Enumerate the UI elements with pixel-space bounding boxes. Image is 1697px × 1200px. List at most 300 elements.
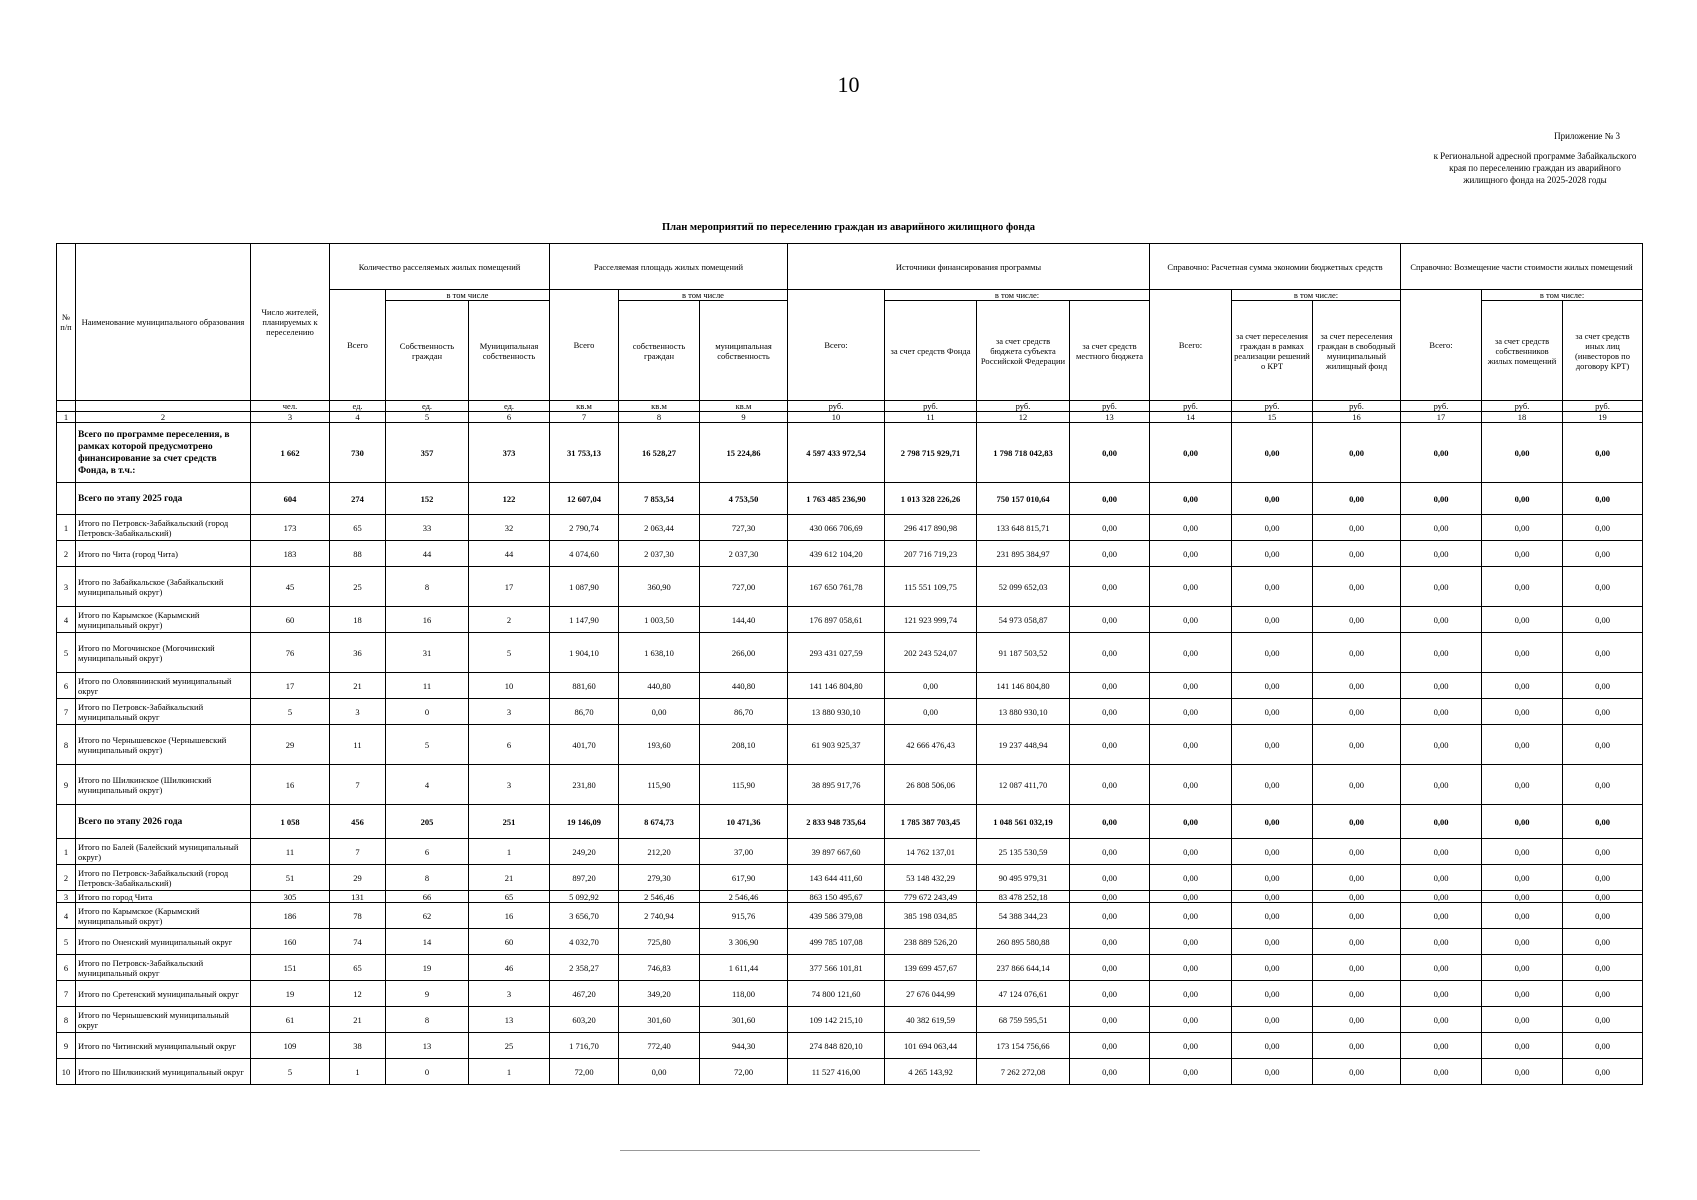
value-cell: 274 848 820,10 bbox=[788, 1033, 885, 1059]
appendix-line: жилищного фонда на 2025-2028 годы bbox=[1463, 175, 1607, 185]
value-cell: 1 785 387 703,45 bbox=[885, 805, 977, 839]
value-cell: 88 bbox=[330, 541, 386, 567]
column-number: 8 bbox=[619, 412, 700, 423]
header-including: в том числе: bbox=[1482, 290, 1643, 301]
value-cell: 0,00 bbox=[1563, 725, 1643, 765]
value-cell: 0 bbox=[386, 699, 469, 725]
value-cell: 0,00 bbox=[1482, 955, 1563, 981]
value-cell: 40 382 619,59 bbox=[885, 1007, 977, 1033]
unit-cell: руб. bbox=[977, 401, 1070, 412]
value-cell: 11 bbox=[330, 725, 386, 765]
municipality-name: Итого по Чернышевский муниципальный округ bbox=[76, 1007, 251, 1033]
value-cell: 1 798 718 042,83 bbox=[977, 423, 1070, 483]
value-cell: 60 bbox=[251, 607, 330, 633]
value-cell: 3 306,90 bbox=[700, 929, 788, 955]
value-cell: 727,00 bbox=[700, 567, 788, 607]
value-cell: 385 198 034,85 bbox=[885, 903, 977, 929]
value-cell: 72,00 bbox=[700, 1059, 788, 1085]
value-cell: 0,00 bbox=[619, 699, 700, 725]
value-cell: 0,00 bbox=[1150, 955, 1232, 981]
value-cell: 39 897 667,60 bbox=[788, 839, 885, 865]
value-cell: 0,00 bbox=[1482, 483, 1563, 515]
value-cell: 19 bbox=[251, 981, 330, 1007]
value-cell: 0,00 bbox=[1313, 955, 1401, 981]
value-cell: 8 bbox=[386, 865, 469, 891]
municipality-name: Итого по город Чита bbox=[76, 891, 251, 903]
value-cell: 13 bbox=[386, 1033, 469, 1059]
column-number: 4 bbox=[330, 412, 386, 423]
municipality-name: Итого по Читинский муниципальный округ bbox=[76, 1033, 251, 1059]
value-cell: 0,00 bbox=[1150, 805, 1232, 839]
value-cell: 7 262 272,08 bbox=[977, 1059, 1070, 1085]
unit-cell: руб. bbox=[1150, 401, 1232, 412]
value-cell: 0,00 bbox=[1150, 567, 1232, 607]
unit-cell: чел. bbox=[251, 401, 330, 412]
value-cell: 0,00 bbox=[1070, 955, 1150, 981]
value-cell: 0,00 bbox=[1401, 567, 1482, 607]
municipality-name: Итого по Балей (Балейский муниципальный округ) bbox=[76, 839, 251, 865]
unit-cell: руб. bbox=[1482, 401, 1563, 412]
value-cell: 0,00 bbox=[1482, 1059, 1563, 1085]
value-cell: 54 388 344,23 bbox=[977, 903, 1070, 929]
value-cell: 305 bbox=[251, 891, 330, 903]
value-cell: 231 895 384,97 bbox=[977, 541, 1070, 567]
column-number: 10 bbox=[788, 412, 885, 423]
value-cell: 440,80 bbox=[700, 673, 788, 699]
value-cell: 8 bbox=[386, 1007, 469, 1033]
row-number bbox=[57, 423, 76, 483]
resettlement-plan-table bbox=[56, 243, 1643, 1085]
value-cell: 0,00 bbox=[1313, 981, 1401, 1007]
value-cell: 0,00 bbox=[1150, 903, 1232, 929]
value-cell: 6 bbox=[469, 725, 550, 765]
municipality-name: Итого по Шилкинское (Шилкинский муниципальный округ) bbox=[76, 765, 251, 805]
municipality-name: Итого по Чернышевское (Чернышевский муниципальный округ) bbox=[76, 725, 251, 765]
value-cell: 251 bbox=[469, 805, 550, 839]
row-number: 2 bbox=[57, 865, 76, 891]
unit-cell: руб. bbox=[1313, 401, 1401, 412]
value-cell: 7 bbox=[330, 765, 386, 805]
value-cell: 0,00 bbox=[1401, 805, 1482, 839]
value-cell: 12 607,04 bbox=[550, 483, 619, 515]
value-cell: 604 bbox=[251, 483, 330, 515]
value-cell: 0,00 bbox=[1070, 607, 1150, 633]
value-cell: 0,00 bbox=[1482, 805, 1563, 839]
value-cell: 205 bbox=[386, 805, 469, 839]
header-including: в том числе bbox=[386, 290, 550, 301]
value-cell: 29 bbox=[330, 865, 386, 891]
value-cell: 61 bbox=[251, 1007, 330, 1033]
value-cell: 25 bbox=[469, 1033, 550, 1059]
value-cell: 5 bbox=[251, 699, 330, 725]
value-cell: 160 bbox=[251, 929, 330, 955]
value-cell: 2 bbox=[469, 607, 550, 633]
value-cell: 0,00 bbox=[1232, 567, 1313, 607]
unit-cell: кв.м bbox=[550, 401, 619, 412]
value-cell: 25 bbox=[330, 567, 386, 607]
value-cell: 0,00 bbox=[1150, 725, 1232, 765]
value-cell: 0,00 bbox=[1150, 765, 1232, 805]
value-cell: 0,00 bbox=[1482, 633, 1563, 673]
unit-cell: руб. bbox=[1232, 401, 1313, 412]
header-municipal-property: муниципальная собственность bbox=[700, 301, 788, 401]
value-cell: 51 bbox=[251, 865, 330, 891]
value-cell: 0,00 bbox=[1313, 423, 1401, 483]
table-row bbox=[57, 515, 1643, 541]
page-number: 10 bbox=[837, 72, 860, 97]
value-cell: 2 740,94 bbox=[619, 903, 700, 929]
header-investors: за счет средств иных лиц (инвесторов по договору КРТ) bbox=[1563, 301, 1643, 401]
value-cell: 274 bbox=[330, 483, 386, 515]
value-cell: 0,00 bbox=[1150, 839, 1232, 865]
value-cell: 68 759 595,51 bbox=[977, 1007, 1070, 1033]
value-cell: 0,00 bbox=[1232, 955, 1313, 981]
value-cell: 0,00 bbox=[1401, 1007, 1482, 1033]
column-number: 15 bbox=[1232, 412, 1313, 423]
value-cell: 0,00 bbox=[1232, 765, 1313, 805]
value-cell: 0,00 bbox=[1482, 607, 1563, 633]
value-cell: 17 bbox=[469, 567, 550, 607]
units-row bbox=[57, 401, 1643, 412]
value-cell: 0,00 bbox=[1313, 1033, 1401, 1059]
value-cell: 0,00 bbox=[1070, 673, 1150, 699]
value-cell: 603,20 bbox=[550, 1007, 619, 1033]
table-row bbox=[57, 607, 1643, 633]
table-row bbox=[57, 903, 1643, 929]
value-cell: 0,00 bbox=[1070, 483, 1150, 515]
value-cell: 32 bbox=[469, 515, 550, 541]
row-number: 8 bbox=[57, 725, 76, 765]
value-cell: 0,00 bbox=[1482, 1033, 1563, 1059]
table-row bbox=[57, 673, 1643, 699]
value-cell: 0,00 bbox=[1313, 515, 1401, 541]
value-cell: 0,00 bbox=[1563, 699, 1643, 725]
value-cell: 0,00 bbox=[1070, 725, 1150, 765]
value-cell: 0,00 bbox=[1070, 805, 1150, 839]
value-cell: 2 798 715 929,71 bbox=[885, 423, 977, 483]
value-cell: 141 146 804,80 bbox=[788, 673, 885, 699]
value-cell: 231,80 bbox=[550, 765, 619, 805]
header-krt: за счет переселения граждан в рамках реализации решений о КРТ bbox=[1232, 301, 1313, 401]
value-cell: 0,00 bbox=[619, 1059, 700, 1085]
row-number: 10 bbox=[57, 1059, 76, 1085]
value-cell: 1 904,10 bbox=[550, 633, 619, 673]
value-cell: 0,00 bbox=[1563, 891, 1643, 903]
value-cell: 1 003,50 bbox=[619, 607, 700, 633]
value-cell: 0,00 bbox=[1563, 981, 1643, 1007]
column-number: 9 bbox=[700, 412, 788, 423]
header-municipal-property: Муниципальная собственность bbox=[469, 301, 550, 401]
value-cell: 0,00 bbox=[1401, 541, 1482, 567]
value-cell: 17 bbox=[251, 673, 330, 699]
value-cell: 0,00 bbox=[1070, 1007, 1150, 1033]
value-cell: 0,00 bbox=[1150, 541, 1232, 567]
unit-cell: руб. bbox=[885, 401, 977, 412]
value-cell: 19 bbox=[386, 955, 469, 981]
column-number: 1 bbox=[57, 412, 76, 423]
value-cell: 38 bbox=[330, 1033, 386, 1059]
value-cell: 0,00 bbox=[1563, 839, 1643, 865]
value-cell: 0,00 bbox=[1313, 633, 1401, 673]
value-cell: 12 087 411,70 bbox=[977, 765, 1070, 805]
value-cell: 4 265 143,92 bbox=[885, 1059, 977, 1085]
row-number: 6 bbox=[57, 955, 76, 981]
value-cell: 0,00 bbox=[1482, 839, 1563, 865]
value-cell: 0,00 bbox=[1150, 515, 1232, 541]
header-citizen-property: собственность граждан bbox=[619, 301, 700, 401]
value-cell: 0,00 bbox=[1313, 865, 1401, 891]
value-cell: 0,00 bbox=[1150, 699, 1232, 725]
value-cell: 0,00 bbox=[1070, 865, 1150, 891]
value-cell: 0,00 bbox=[1232, 541, 1313, 567]
value-cell: 0,00 bbox=[1401, 903, 1482, 929]
value-cell: 141 146 804,80 bbox=[977, 673, 1070, 699]
row-number: 1 bbox=[57, 515, 76, 541]
value-cell: 0,00 bbox=[1563, 903, 1643, 929]
value-cell: 207 716 719,23 bbox=[885, 541, 977, 567]
column-number: 2 bbox=[76, 412, 251, 423]
value-cell: 5 092,92 bbox=[550, 891, 619, 903]
value-cell: 0,00 bbox=[1482, 725, 1563, 765]
value-cell: 0,00 bbox=[1313, 765, 1401, 805]
value-cell: 440,80 bbox=[619, 673, 700, 699]
value-cell: 4 032,70 bbox=[550, 929, 619, 955]
value-cell: 0,00 bbox=[1070, 633, 1150, 673]
table-row bbox=[57, 839, 1643, 865]
value-cell: 1 bbox=[469, 1059, 550, 1085]
value-cell: 13 bbox=[469, 1007, 550, 1033]
value-cell: 38 895 917,76 bbox=[788, 765, 885, 805]
value-cell: 0,00 bbox=[1070, 1033, 1150, 1059]
header-name: Наименование муниципального образования bbox=[76, 244, 251, 401]
header-citizen-property: Собственность граждан bbox=[386, 301, 469, 401]
row-number: 7 bbox=[57, 699, 76, 725]
value-cell: 0,00 bbox=[1563, 423, 1643, 483]
value-cell: 5 bbox=[469, 633, 550, 673]
value-cell: 36 bbox=[330, 633, 386, 673]
value-cell: 0,00 bbox=[1232, 725, 1313, 765]
value-cell: 65 bbox=[330, 955, 386, 981]
row-number: 3 bbox=[57, 567, 76, 607]
value-cell: 11 bbox=[386, 673, 469, 699]
unit-cell: ед. bbox=[469, 401, 550, 412]
value-cell: 0,00 bbox=[1070, 1059, 1150, 1085]
value-cell: 0,00 bbox=[1232, 423, 1313, 483]
value-cell: 16 bbox=[469, 903, 550, 929]
value-cell: 0,00 bbox=[1563, 541, 1643, 567]
value-cell: 2 546,46 bbox=[619, 891, 700, 903]
row-number: 6 bbox=[57, 673, 76, 699]
value-cell: 0,00 bbox=[1563, 1007, 1643, 1033]
value-cell: 15 224,86 bbox=[700, 423, 788, 483]
value-cell: 0,00 bbox=[1232, 699, 1313, 725]
header-group-savings: Справочно: Расчетная сумма экономии бюджетных средств bbox=[1150, 244, 1401, 290]
value-cell: 151 bbox=[251, 955, 330, 981]
value-cell: 19 237 448,94 bbox=[977, 725, 1070, 765]
value-cell: 0,00 bbox=[1313, 903, 1401, 929]
value-cell: 0,00 bbox=[1232, 865, 1313, 891]
value-cell: 65 bbox=[330, 515, 386, 541]
value-cell: 25 135 530,59 bbox=[977, 839, 1070, 865]
value-cell: 7 853,54 bbox=[619, 483, 700, 515]
value-cell: 2 037,30 bbox=[700, 541, 788, 567]
value-cell: 115,90 bbox=[619, 765, 700, 805]
value-cell: 1 638,10 bbox=[619, 633, 700, 673]
value-cell: 0,00 bbox=[885, 699, 977, 725]
value-cell: 0,00 bbox=[1070, 515, 1150, 541]
value-cell: 0,00 bbox=[1563, 515, 1643, 541]
unit-cell: кв.м bbox=[700, 401, 788, 412]
value-cell: 0,00 bbox=[1482, 567, 1563, 607]
value-cell: 0,00 bbox=[1232, 673, 1313, 699]
value-cell: 52 099 652,03 bbox=[977, 567, 1070, 607]
value-cell: 0,00 bbox=[1482, 673, 1563, 699]
value-cell: 0,00 bbox=[1401, 633, 1482, 673]
value-cell: 1 013 328 226,26 bbox=[885, 483, 977, 515]
row-number: 2 bbox=[57, 541, 76, 567]
column-number: 5 bbox=[386, 412, 469, 423]
value-cell: 31 753,13 bbox=[550, 423, 619, 483]
table-row bbox=[57, 1033, 1643, 1059]
value-cell: 31 bbox=[386, 633, 469, 673]
value-cell: 5 bbox=[386, 725, 469, 765]
value-cell: 3 bbox=[330, 699, 386, 725]
value-cell: 0,00 bbox=[1401, 1059, 1482, 1085]
value-cell: 3 bbox=[469, 981, 550, 1007]
value-cell: 212,20 bbox=[619, 839, 700, 865]
value-cell: 14 bbox=[386, 929, 469, 955]
column-number: 7 bbox=[550, 412, 619, 423]
value-cell: 0,00 bbox=[1313, 541, 1401, 567]
appendix-line: края по переселению граждан из аварийного bbox=[1449, 163, 1621, 173]
value-cell: 0,00 bbox=[1150, 607, 1232, 633]
value-cell: 0,00 bbox=[1070, 839, 1150, 865]
value-cell: 0,00 bbox=[1150, 423, 1232, 483]
value-cell: 2 037,30 bbox=[619, 541, 700, 567]
value-cell: 16 bbox=[386, 607, 469, 633]
value-cell: 86,70 bbox=[550, 699, 619, 725]
value-cell: 27 676 044,99 bbox=[885, 981, 977, 1007]
value-cell: 62 bbox=[386, 903, 469, 929]
value-cell: 0,00 bbox=[1482, 1007, 1563, 1033]
municipality-name: Итого по Оловяннинский муниципальный округ bbox=[76, 673, 251, 699]
value-cell: 0,00 bbox=[1232, 515, 1313, 541]
column-number: 16 bbox=[1313, 412, 1401, 423]
value-cell: 173 154 756,66 bbox=[977, 1033, 1070, 1059]
value-cell: 1 147,90 bbox=[550, 607, 619, 633]
table-row bbox=[57, 541, 1643, 567]
value-cell: 0,00 bbox=[1401, 929, 1482, 955]
value-cell: 0,00 bbox=[1313, 483, 1401, 515]
header-fund: за счет средств Фонда bbox=[885, 301, 977, 401]
header-local-budget: за счет средств местного бюджета bbox=[1070, 301, 1150, 401]
value-cell: 746,83 bbox=[619, 955, 700, 981]
value-cell: 1 662 bbox=[251, 423, 330, 483]
value-cell: 0,00 bbox=[1482, 865, 1563, 891]
value-cell: 0,00 bbox=[1401, 765, 1482, 805]
value-cell: 772,40 bbox=[619, 1033, 700, 1059]
value-cell: 725,80 bbox=[619, 929, 700, 955]
municipality-name: Итого по Могочинское (Могочинский муниципальный округ) bbox=[76, 633, 251, 673]
value-cell: 122 bbox=[469, 483, 550, 515]
municipality-name: Итого по Петровск-Забайкальский (город Петровск-Забайкальский) bbox=[76, 865, 251, 891]
table-row bbox=[57, 955, 1643, 981]
value-cell: 143 644 411,60 bbox=[788, 865, 885, 891]
value-cell: 0,00 bbox=[1401, 699, 1482, 725]
value-cell: 357 bbox=[386, 423, 469, 483]
value-cell: 183 bbox=[251, 541, 330, 567]
value-cell: 881,60 bbox=[550, 673, 619, 699]
value-cell: 0,00 bbox=[1232, 805, 1313, 839]
value-cell: 373 bbox=[469, 423, 550, 483]
value-cell: 66 bbox=[386, 891, 469, 903]
value-cell: 0,00 bbox=[1401, 515, 1482, 541]
value-cell: 5 bbox=[251, 1059, 330, 1085]
value-cell: 0 bbox=[386, 1059, 469, 1085]
table-body bbox=[57, 423, 1643, 1085]
value-cell: 0,00 bbox=[1563, 633, 1643, 673]
table-row bbox=[57, 891, 1643, 903]
value-cell: 0,00 bbox=[1070, 929, 1150, 955]
header-free-fund: за счет переселения граждан в свободный муниципальный жилищный фонд bbox=[1313, 301, 1401, 401]
value-cell: 0,00 bbox=[1563, 765, 1643, 805]
value-cell: 456 bbox=[330, 805, 386, 839]
value-cell: 11 bbox=[251, 839, 330, 865]
value-cell: 78 bbox=[330, 903, 386, 929]
value-cell: 279,30 bbox=[619, 865, 700, 891]
column-number: 13 bbox=[1070, 412, 1150, 423]
value-cell: 10 471,36 bbox=[700, 805, 788, 839]
value-cell: 249,20 bbox=[550, 839, 619, 865]
value-cell: 65 bbox=[469, 891, 550, 903]
header-total: Всего: bbox=[788, 290, 885, 401]
value-cell: 0,00 bbox=[1482, 765, 1563, 805]
value-cell: 2 063,44 bbox=[619, 515, 700, 541]
header-residents: Число жителей, планируемых к переселению bbox=[251, 244, 330, 401]
value-cell: 21 bbox=[469, 865, 550, 891]
table-row bbox=[57, 929, 1643, 955]
value-cell: 16 528,27 bbox=[619, 423, 700, 483]
value-cell: 19 146,09 bbox=[550, 805, 619, 839]
value-cell: 0,00 bbox=[1563, 673, 1643, 699]
value-cell: 296 417 890,98 bbox=[885, 515, 977, 541]
value-cell: 0,00 bbox=[1401, 483, 1482, 515]
value-cell: 0,00 bbox=[1563, 805, 1643, 839]
value-cell: 176 897 058,61 bbox=[788, 607, 885, 633]
value-cell: 0,00 bbox=[1232, 483, 1313, 515]
value-cell: 0,00 bbox=[885, 673, 977, 699]
value-cell: 0,00 bbox=[1482, 699, 1563, 725]
value-cell: 11 527 416,00 bbox=[788, 1059, 885, 1085]
value-cell: 0,00 bbox=[1563, 1059, 1643, 1085]
value-cell: 0,00 bbox=[1232, 891, 1313, 903]
table-row bbox=[57, 725, 1643, 765]
value-cell: 0,00 bbox=[1070, 699, 1150, 725]
value-cell: 0,00 bbox=[1150, 633, 1232, 673]
value-cell: 349,20 bbox=[619, 981, 700, 1007]
value-cell: 863 150 495,67 bbox=[788, 891, 885, 903]
unit-cell: руб. bbox=[1563, 401, 1643, 412]
value-cell: 0,00 bbox=[1563, 483, 1643, 515]
header-total: Всего: bbox=[1401, 290, 1482, 401]
value-cell: 44 bbox=[386, 541, 469, 567]
value-cell: 360,90 bbox=[619, 567, 700, 607]
appendix-title: Приложение № 3 bbox=[1554, 131, 1620, 141]
value-cell: 0,00 bbox=[1313, 1007, 1401, 1033]
value-cell: 21 bbox=[330, 673, 386, 699]
value-cell: 133 648 815,71 bbox=[977, 515, 1070, 541]
value-cell: 401,70 bbox=[550, 725, 619, 765]
